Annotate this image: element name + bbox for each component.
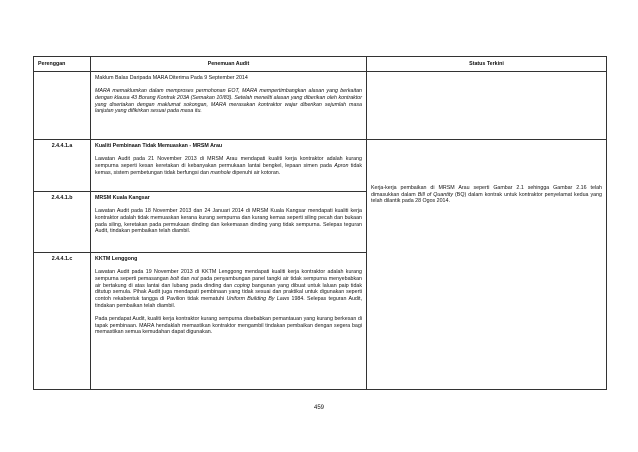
header-status-terkini: Status Terkini [367, 57, 607, 72]
intro-finding-cell [91, 72, 367, 140]
row-number: 2.4.4.1.a [34, 140, 91, 192]
status-cell [367, 140, 607, 390]
intro-status-cell [367, 72, 607, 140]
row-number: 2.4.4.1.b [34, 192, 91, 253]
finding-heading: MRSM Kuala Kangsar [95, 195, 150, 201]
table-header-row [34, 57, 607, 72]
table-row [34, 140, 607, 192]
intro-heading: Maklum Balas Daripada MARA Diterima Pada 9 September 2014 [95, 75, 248, 81]
finding-paragraph: Lawatan Audit pada 19 November 2013 di KKTM Lenggong mendapati kualiti kerja kontraktor adalah kurang sempurna seperti pemasangan bolt dan nut pada penyambungan panel tangki air tidak sempurna menyebabkan air bertakung di atas lantai dan lubang pada dinding dan coping bangunan yang dibuat untuk laluan paip tidak ditutup semula. Pihak Audit juga mendapati pembinaan yang tidak sesuai dan praktikal untuk digunakan seperti contoh rekabentuk tangga di Pavilion tidak mematuhi Uniform Building By Laws 1984. Selepas teguran Audit, tindakan pembaikan telah diambil. [95, 269, 363, 309]
finding-cell [91, 253, 367, 390]
row-number: 2.4.4.1.c [34, 253, 91, 390]
finding-heading: KKTM Lenggong [95, 256, 138, 262]
page-number: 459 [313, 405, 324, 411]
finding-cell [91, 140, 367, 192]
header-perenggan: Perenggan [34, 57, 91, 72]
intro-body: MARA memaklumkan dalam memproses permohonan EOT, MARA mempertimbangkan alasan yang berkaitan dengan klausa 43 Borang Kontrak 203A (Semakan 10/83). Setelah meneliti alasan yang diberikan oleh kontraktor yang disertakan dengan maklumat sokongan, MARA merasakan kontraktor wajar diberikan sejumlah masa lanjutan yang difikirkan sesuai pada masa itu. [95, 88, 362, 115]
finding-heading: Kualiti Pembinaan Tidak Memuaskan - MRSM Arau [95, 143, 223, 149]
audit-table [33, 56, 607, 390]
finding-paragraph: Lawatan Audit pada 18 November 2013 dan 24 Januari 2014 di MRSM Kuala Kangsar mendapati kualiti kerja kontraktor adalah tidak memuaskan kerana kurang sempurna dan kurang kemas seperti siling pecah dan bukaan pada siling, keretakan pada permukaan dinding dan kekemasan dinding yang tidak sempurna. Selepas teguran Audit, tindakan pembaikan telah diambil. [95, 208, 362, 235]
intro-row [34, 72, 607, 140]
status-text: Kerja-kerja pembaikan di MRSM Arau seperti Gambar 2.1 sehingga Gambar 2.16 telah dimasukkan dalam Bill of Quantity (BQ) dalam kontrak untuk kontraktor penyelamat kedua yang telah dilantik pada 28 Ogos 2014. [371, 185, 602, 205]
finding-paragraph: Lawatan Audit pada 21 November 2013 di MRSM Arau mendapati kualiti kerja kontraktor adalah kurang sempurna seperti kesan keretakan di kebanyakan permukaan lantai bengkel, lepaan simen pada Apron tidak kemas, sistem pembetungan tidak berfungsi dan manhole dipenuhi air kotoran. [95, 156, 362, 176]
audit-opinion-paragraph: Pada pendapat Audit, kualiti kerja kontraktor kurang sempurna disebabkan pemantauan yang kurang berkesan di tapak pembinaan. MARA hendaklah memastikan kontraktor mengambil tindakan pembaikan dengan segera bagi memastikan semua kemudahan dapat digunakan. [95, 315, 362, 336]
finding-cell [91, 192, 367, 253]
header-penemuan-audit: Penemuan Audit [91, 57, 367, 72]
intro-num-cell [34, 72, 91, 140]
